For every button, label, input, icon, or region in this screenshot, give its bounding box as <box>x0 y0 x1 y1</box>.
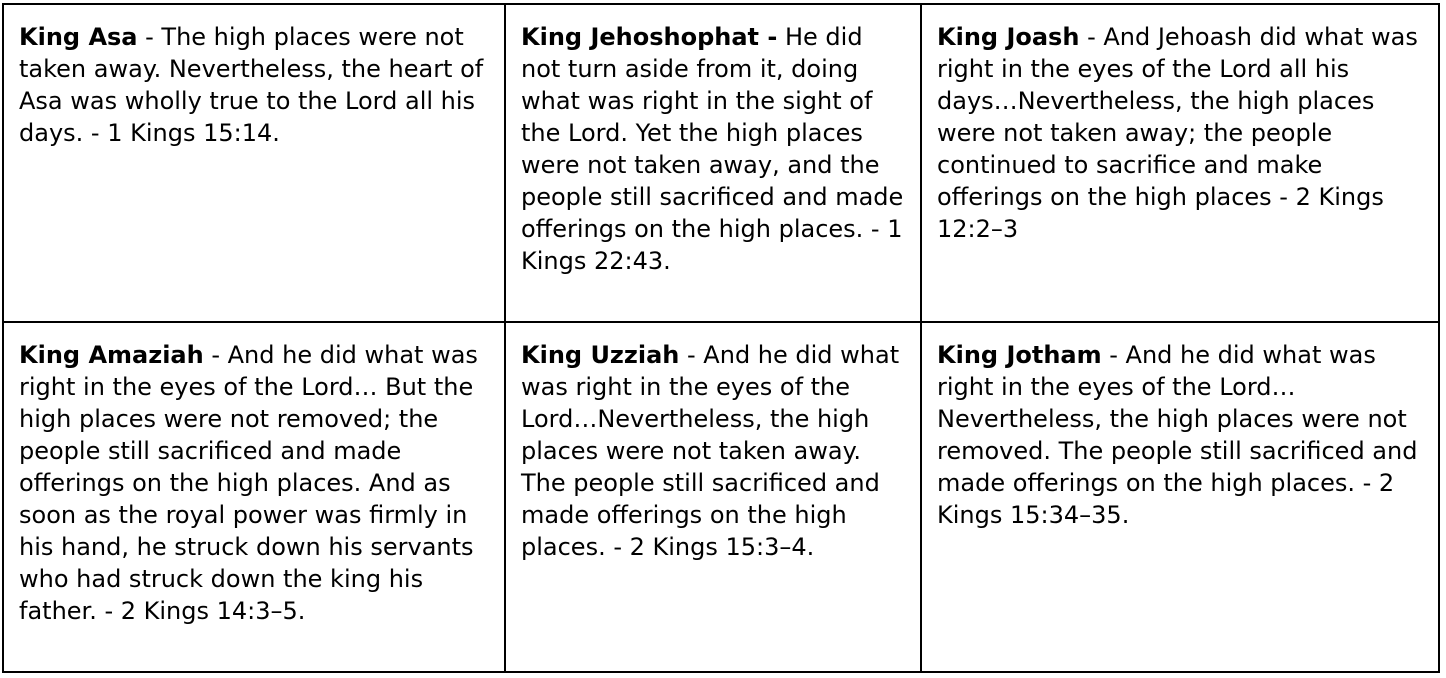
king-cell-amaziah <box>3 322 505 672</box>
king-description: He did not turn aside from it, doing what was right in the sight of the Lord. Yet the high places were not taken away, and the people still sacrificed and made offerings on the high places. - 1 Kings 22:43. <box>521 23 904 275</box>
king-description: - And he did what was right in the eyes of the Lord…Nevertheless, the high places were not removed. The people still sacrificed and made offerings on the high places. - 2 Kings 15:34–35. <box>937 341 1418 529</box>
king-cell-uzziah <box>505 322 921 672</box>
table-row <box>3 322 1439 672</box>
king-cell-jehoshophat <box>505 4 921 322</box>
kings-table <box>2 3 1440 673</box>
king-name: King Jotham <box>937 341 1102 369</box>
king-description: - And Jehoash did what was right in the eyes of the Lord all his days…Nevertheless, the high places were not taken away; the people continued to sacrifice and make offerings on the high places - 2 Kings 12:2–3 <box>937 23 1418 243</box>
king-cell-joash <box>921 4 1439 322</box>
king-name: King Joash <box>937 23 1080 51</box>
king-description: - And he did what was right in the eyes of the Lord… But the high places were not removed; the people still sacrificed and made offerings on the high places. And as soon as the royal power was firmly in his hand, he struck down his servants who had struck down the king his father. - 2 Kings 14:3–5. <box>19 341 478 625</box>
king-name: King Asa <box>19 23 138 51</box>
king-cell-jotham <box>921 322 1439 672</box>
king-name: King Amaziah <box>19 341 204 369</box>
king-name: King Uzziah <box>521 341 680 369</box>
table-row <box>3 4 1439 322</box>
king-name: King Jehoshophat - <box>521 23 778 51</box>
king-cell-asa <box>3 4 505 322</box>
king-description: - And he did what was right in the eyes of the Lord…Nevertheless, the high places were not taken away. The people still sacrificed and made offerings on the high places. - 2 Kings 15:3–4. <box>521 341 900 561</box>
king-description: - The high places were not taken away. Nevertheless, the heart of Asa was wholly true to the Lord all his days. - 1 Kings 15:14. <box>19 23 484 147</box>
